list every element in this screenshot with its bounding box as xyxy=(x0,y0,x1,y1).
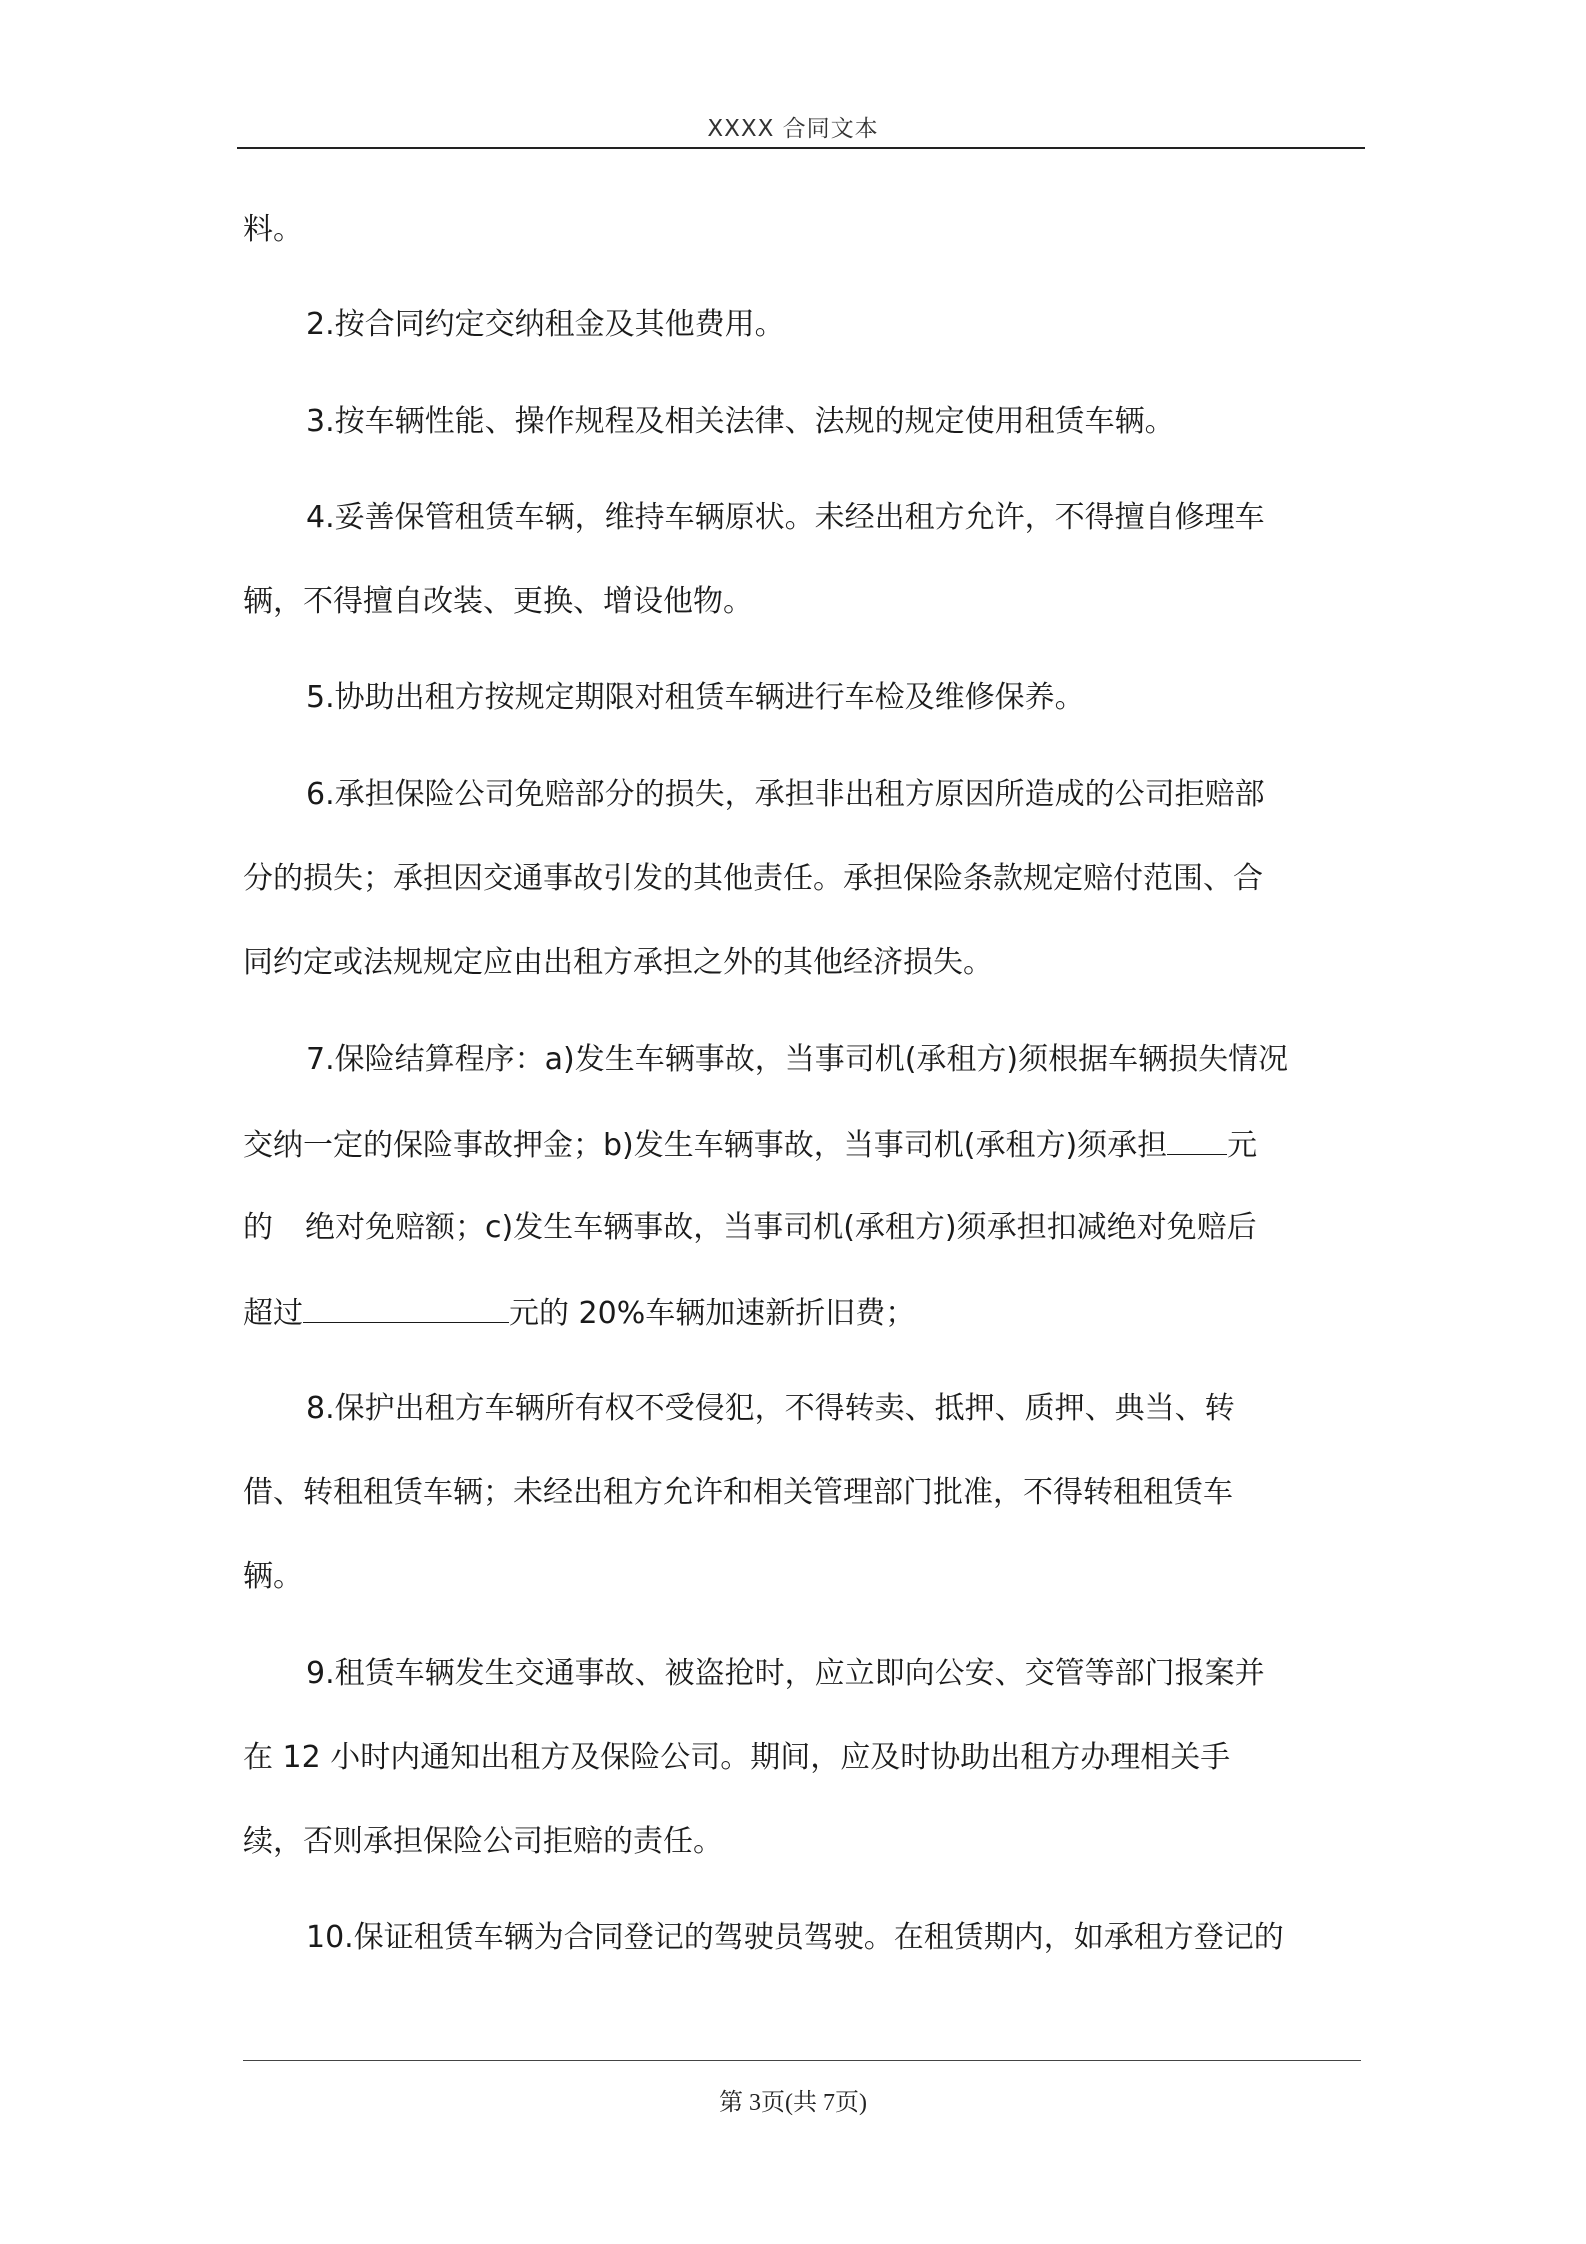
header-title: XXXX 合同文本 xyxy=(707,116,879,142)
body-text: 超过 xyxy=(243,1296,303,1331)
body-line: 分的损失；承担因交通事故引发的其他责任。承担保险条款规定赔付范围、合 xyxy=(243,861,1263,896)
fill-in-blank xyxy=(1167,1124,1227,1155)
body-line: 5.协助出租方按规定期限对租赁车辆进行车检及维修保养。 xyxy=(306,680,1085,715)
body-line: 在 12 小时内通知出租方及保险公司。期间，应及时协助出租方办理相关手 xyxy=(243,1740,1231,1775)
body-line: 借、转租租赁车辆；未经出租方允许和相关管理部门批准，不得转租租赁车 xyxy=(243,1475,1233,1510)
body-line: 辆，不得擅自改装、更换、增设他物。 xyxy=(243,584,753,619)
body-line: 6.承担保险公司免赔部分的损失，承担非出租方原因所造成的公司拒赔部 xyxy=(306,777,1265,812)
footer-divider xyxy=(243,2060,1361,2061)
body-line: 2.按合同约定交纳租金及其他费用。 xyxy=(306,307,785,342)
body-line: 辆。 xyxy=(243,1559,303,1594)
body-line: 9.租赁车辆发生交通事故、被盗抢时，应立即向公安、交管等部门报案并 xyxy=(306,1656,1265,1691)
body-text: 交纳一定的保险事故押金；b)发生车辆事故，当事司机(承租方)须承担 xyxy=(243,1128,1168,1163)
body-text: 元的 20%车辆加速新折旧费； xyxy=(509,1296,916,1331)
body-line: 3.按车辆性能、操作规程及相关法律、法规的规定使用租赁车辆。 xyxy=(306,404,1175,439)
body-line: 8.保护出租方车辆所有权不受侵犯，不得转卖、抵押、质押、典当、转 xyxy=(306,1391,1235,1426)
body-line xyxy=(243,1292,915,1334)
header-divider xyxy=(237,147,1365,149)
body-text: 的 xyxy=(243,1210,273,1245)
body-line: 4.妥善保管租赁车辆，维持车辆原状。未经出租方允许，不得擅自修理车 xyxy=(306,500,1265,535)
body-line: 7.保险结算程序：a)发生车辆事故，当事司机(承租方)须根据车辆损失情况 xyxy=(306,1042,1289,1077)
fill-in-blank xyxy=(303,1292,509,1323)
body-line xyxy=(243,1208,1257,1248)
page-number: 第 3页(共 7页) xyxy=(719,2090,867,2116)
body-line: 同约定或法规规定应由出租方承担之外的其他经济损失。 xyxy=(243,945,993,980)
body-line: 10.保证租赁车辆为合同登记的驾驶员驾驶。在租赁期内，如承租方登记的 xyxy=(306,1920,1284,1955)
body-line xyxy=(243,1124,1257,1166)
body-text: 绝对免赔额；c)发生车辆事故，当事司机(承租方)须承担扣减绝对免赔后 xyxy=(305,1210,1257,1245)
body-text: 元 xyxy=(1227,1128,1258,1163)
body-line: 料。 xyxy=(243,212,303,247)
body-line: 续，否则承担保险公司拒赔的责任。 xyxy=(243,1824,723,1859)
